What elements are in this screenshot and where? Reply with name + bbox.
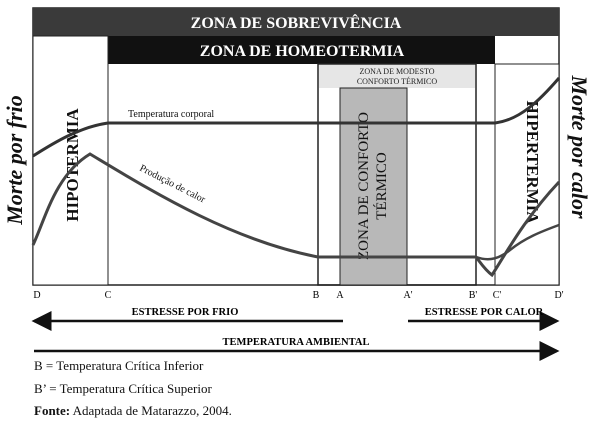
tick-a-prime: A' [403, 290, 413, 301]
hypothermia-label: HIPOTERMIA [63, 108, 82, 222]
ambient-temperature-label: TEMPERATURA AMBIENTAL [222, 337, 370, 348]
b-definition: B = Temperatura Crítica Inferior [34, 358, 204, 373]
tick-a: A [336, 290, 344, 301]
cold-stress-label: ESTRESSE POR FRIO [131, 307, 239, 318]
modest-comfort-label-line2: CONFORTO TÉRMICO [356, 77, 438, 86]
source-line [34, 400, 232, 423]
heat-production-label: Produção de calor [137, 162, 207, 206]
tick-b: B [312, 290, 320, 301]
homeothermy-zone-label: ZONA DE HOMEOTERMIA [199, 43, 405, 60]
death-by-cold-label: Morte por frio [2, 95, 27, 225]
b-prime-definition: B’ = Temperatura Crítica Superior [34, 380, 212, 396]
comfort-zone-label-line2: TÉRMICO [374, 152, 390, 220]
caption-notes [34, 355, 232, 423]
source-text: Adaptada de Matarazzo, 2004. [70, 403, 232, 418]
modest-comfort-label-line1: ZONA DE MODESTO [359, 67, 435, 76]
heat-stress-label: ESTRESSE POR CALOR [424, 307, 544, 318]
survival-zone-label: ZONA DE SOBREVIVÊNCIA [190, 15, 402, 32]
hyperthermia-label: HIPERTERMIA [523, 100, 542, 224]
death-by-heat-label: Morte por calor [567, 75, 592, 219]
body-temperature-label: Temperatura corporal [128, 109, 215, 120]
tick-c: C [104, 290, 112, 301]
source-label: Fonte: [34, 403, 71, 418]
tick-b-prime: B' [468, 290, 478, 301]
tick-d-prime: D' [554, 290, 564, 301]
tick-c-prime: C' [492, 290, 502, 301]
comfort-zone-label-line1: ZONA DE CONFORTO [356, 111, 372, 261]
tick-d: D [33, 290, 41, 301]
